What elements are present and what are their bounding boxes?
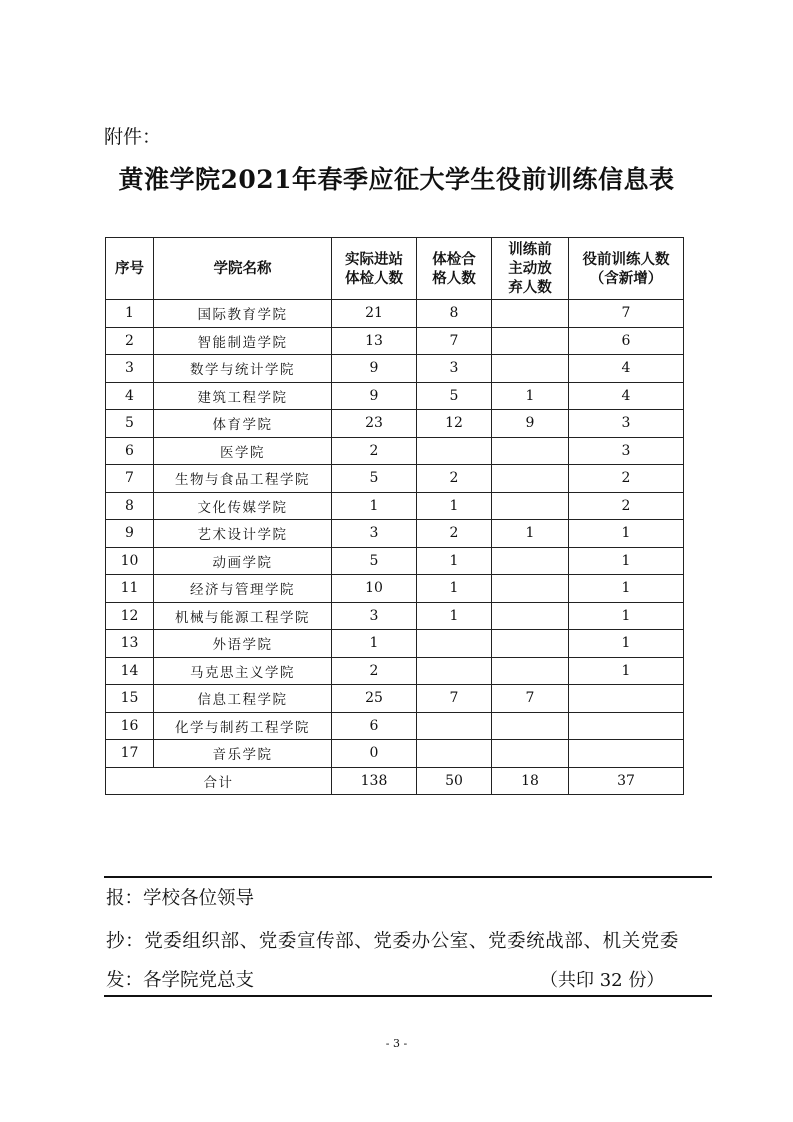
table-cell: 25 [332, 685, 417, 713]
table-cell [492, 492, 569, 520]
table-cell: 1 [569, 657, 684, 685]
table-cell: 1 [492, 520, 569, 548]
table-cell: 10 [332, 575, 417, 603]
table-cell: 1 [332, 492, 417, 520]
total-cell: 37 [569, 767, 684, 795]
column-header: 役前训练人数 （含新增） [569, 238, 684, 300]
table-row [106, 657, 684, 685]
table-cell [492, 465, 569, 493]
table-cell [569, 712, 684, 740]
table-cell: 2 [569, 465, 684, 493]
table-cell: 5 [417, 382, 492, 410]
table-row [106, 740, 684, 768]
bottom-rule [104, 995, 712, 997]
table-cell: 0 [332, 740, 417, 768]
column-header: 学院名称 [154, 238, 332, 300]
table-cell [417, 437, 492, 465]
table-cell [492, 630, 569, 658]
college-name-cell: 体育学院 [154, 410, 332, 438]
table-cell [492, 657, 569, 685]
college-name-cell: 医学院 [154, 437, 332, 465]
document-title: 黄淮学院2021年春季应征大学生役前训练信息表 [118, 165, 675, 194]
college-name-cell: 音乐学院 [154, 740, 332, 768]
table-cell [492, 602, 569, 630]
table-cell: 2 [106, 327, 154, 355]
college-name-cell: 动画学院 [154, 547, 332, 575]
college-name-cell: 机械与能源工程学院 [154, 602, 332, 630]
total-cell: 138 [332, 767, 417, 795]
table-cell: 1 [569, 630, 684, 658]
table-cell [417, 712, 492, 740]
college-name-cell: 智能制造学院 [154, 327, 332, 355]
table-cell: 10 [106, 547, 154, 575]
table-cell: 1 [417, 492, 492, 520]
copy-value: 党委组织部、党委宣传部、党委办公室、党委统战部、机关党委 [144, 931, 680, 952]
table-cell [417, 740, 492, 768]
send-key: 发： [106, 970, 144, 991]
table-cell [492, 712, 569, 740]
table-cell: 3 [332, 520, 417, 548]
table-row [106, 465, 684, 493]
table-row [106, 712, 684, 740]
table-cell: 16 [106, 712, 154, 740]
column-header: 体检合 格人数 [417, 238, 492, 300]
top-rule [104, 876, 712, 878]
total-row [106, 767, 684, 795]
table-row [106, 437, 684, 465]
table-cell: 12 [106, 602, 154, 630]
table-row [106, 492, 684, 520]
table-cell: 7 [569, 300, 684, 328]
table-cell: 1 [492, 382, 569, 410]
report-key: 报： [106, 888, 144, 909]
table-cell: 9 [332, 355, 417, 383]
college-name-cell: 生物与食品工程学院 [154, 465, 332, 493]
table-cell: 5 [332, 547, 417, 575]
copy-key: 抄： [106, 931, 145, 952]
table-cell [492, 547, 569, 575]
table-cell: 1 [332, 630, 417, 658]
training-info-table [105, 237, 684, 795]
college-name-cell: 数学与统计学院 [154, 355, 332, 383]
send-value: 各学院党总支 [143, 970, 255, 991]
table-cell: 13 [332, 327, 417, 355]
table-cell [417, 630, 492, 658]
table-cell: 1 [569, 575, 684, 603]
table-cell: 4 [106, 382, 154, 410]
table-cell: 1 [106, 300, 154, 328]
table-cell [417, 657, 492, 685]
table-cell: 5 [106, 410, 154, 438]
table-cell: 4 [569, 382, 684, 410]
table-cell: 1 [417, 575, 492, 603]
table-cell: 7 [492, 685, 569, 713]
report-value: 学校各位领导 [143, 888, 255, 909]
table-cell: 5 [332, 465, 417, 493]
table-cell [569, 740, 684, 768]
column-header: 序号 [106, 238, 154, 300]
college-name-cell: 化学与制药工程学院 [154, 712, 332, 740]
table-cell: 1 [569, 547, 684, 575]
table-cell [492, 327, 569, 355]
table-cell: 6 [569, 327, 684, 355]
table-row [106, 547, 684, 575]
table-cell: 23 [332, 410, 417, 438]
table-cell: 3 [106, 355, 154, 383]
table-row [106, 520, 684, 548]
table-cell: 12 [417, 410, 492, 438]
table-row [106, 327, 684, 355]
table-cell: 9 [332, 382, 417, 410]
total-cell: 50 [417, 767, 492, 795]
table-cell: 8 [417, 300, 492, 328]
copies-count: （共印 32 份） [540, 970, 665, 991]
table-cell [569, 685, 684, 713]
table-cell: 17 [106, 740, 154, 768]
column-header: 实际进站 体检人数 [332, 238, 417, 300]
college-name-cell: 文化传媒学院 [154, 492, 332, 520]
college-name-cell: 信息工程学院 [154, 685, 332, 713]
table-header-row [106, 238, 684, 300]
table-row [106, 602, 684, 630]
attachment-label: 附件： [104, 126, 162, 148]
table-cell: 2 [332, 657, 417, 685]
table-cell: 14 [106, 657, 154, 685]
table-row [106, 300, 684, 328]
table-cell: 4 [569, 355, 684, 383]
column-header: 训练前 主动放 弃人数 [492, 238, 569, 300]
table-body [106, 300, 684, 795]
table-cell [492, 575, 569, 603]
table-cell: 7 [417, 327, 492, 355]
page-number: - 3 - [385, 1037, 408, 1050]
college-name-cell: 外语学院 [154, 630, 332, 658]
table-cell: 2 [417, 465, 492, 493]
table-cell: 7 [417, 685, 492, 713]
table-row [106, 575, 684, 603]
table-cell [492, 300, 569, 328]
table-cell: 2 [332, 437, 417, 465]
table-cell [492, 740, 569, 768]
report-line [106, 884, 254, 910]
table-cell: 9 [106, 520, 154, 548]
table-row [106, 630, 684, 658]
send-line [106, 966, 254, 992]
table-cell: 21 [332, 300, 417, 328]
table-cell: 13 [106, 630, 154, 658]
table-cell: 2 [417, 520, 492, 548]
college-name-cell: 国际教育学院 [154, 300, 332, 328]
table-cell: 3 [332, 602, 417, 630]
table-cell: 6 [332, 712, 417, 740]
copy-line [106, 927, 679, 953]
table-cell: 3 [569, 410, 684, 438]
table-cell: 9 [492, 410, 569, 438]
total-cell: 18 [492, 767, 569, 795]
table-cell [492, 437, 569, 465]
total-label: 合计 [106, 767, 332, 795]
table-cell: 3 [569, 437, 684, 465]
table-cell: 7 [106, 465, 154, 493]
table-row [106, 355, 684, 383]
table-row [106, 410, 684, 438]
table-cell: 3 [417, 355, 492, 383]
table-cell: 1 [417, 602, 492, 630]
college-name-cell: 艺术设计学院 [154, 520, 332, 548]
table-cell: 15 [106, 685, 154, 713]
table-cell: 11 [106, 575, 154, 603]
college-name-cell: 经济与管理学院 [154, 575, 332, 603]
table-row [106, 685, 684, 713]
college-name-cell: 建筑工程学院 [154, 382, 332, 410]
table-cell: 6 [106, 437, 154, 465]
table-cell: 1 [569, 520, 684, 548]
table-cell [492, 355, 569, 383]
college-name-cell: 马克思主义学院 [154, 657, 332, 685]
table-cell: 1 [569, 602, 684, 630]
table-cell: 8 [106, 492, 154, 520]
table-row [106, 382, 684, 410]
table-cell: 1 [417, 547, 492, 575]
table-cell: 2 [569, 492, 684, 520]
